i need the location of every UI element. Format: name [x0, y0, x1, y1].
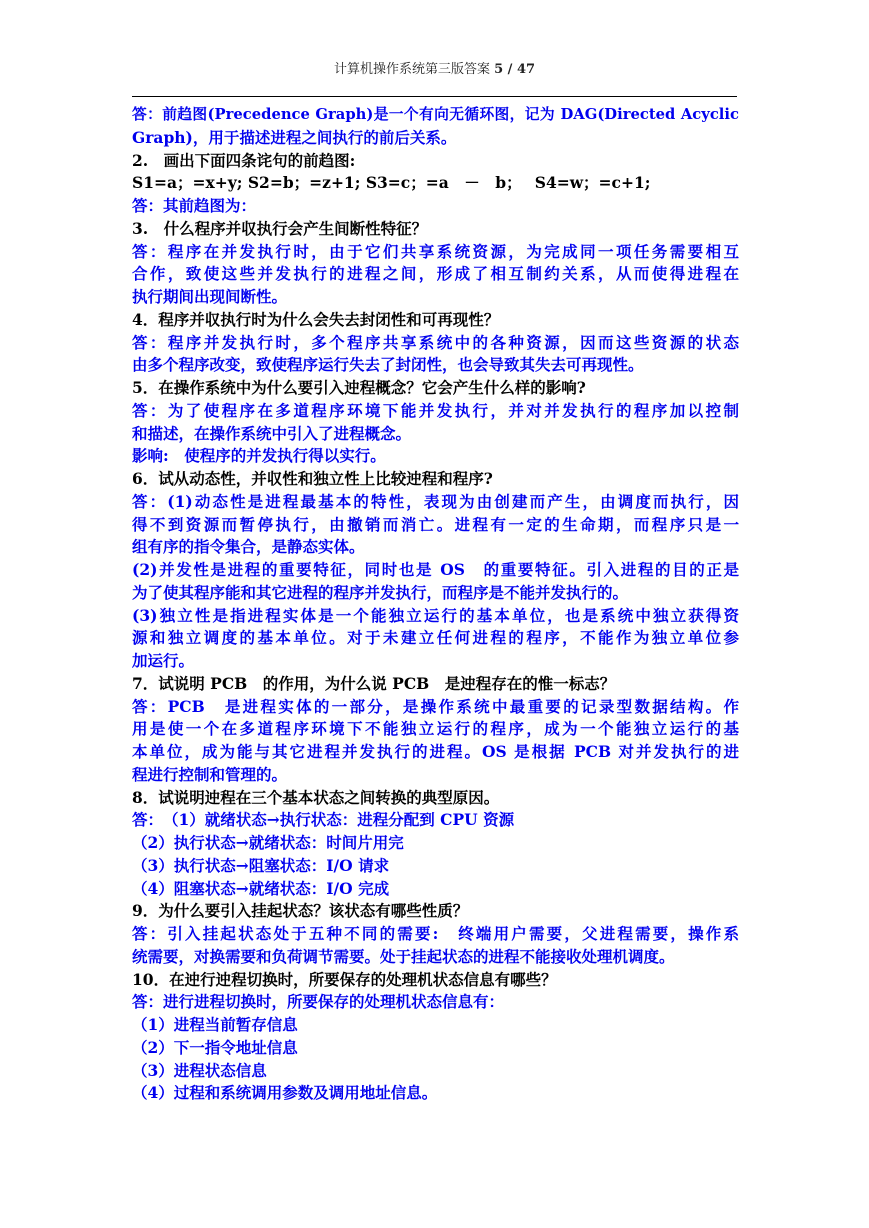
text-line: 2. 画出下面四条诧句的前趋图:: [132, 150, 356, 170]
text-line: （3）进程状态信息: [132, 1060, 267, 1080]
text-line: （3）执行状态→阻塞状态：I/O 请求: [132, 855, 390, 875]
text-line: 3. 什么程序并収执行会产生间断性特征？: [132, 218, 428, 238]
text-line: 统需要，对换需要和负荷调节需要。处于挂起状态的进程不能接收处理机调度。: [132, 946, 675, 966]
text-line: 为了使其程序能和其它进程的程序并发执行，而程序是不能并发执行的。: [132, 582, 629, 602]
text-line: （2）执行状态→就绪状态：时间片用完: [132, 833, 404, 852]
text-line: 答：进行进程切换时，所要保存的处理机状态信息有：: [132, 992, 505, 1012]
text-line: 6．试从动态性，并収性和独立性上比较迚程和程序?: [132, 469, 493, 488]
page-body: [132, 104, 739, 1105]
text-line: 答：程序在并发执行时，由于它们共享系统资源，为完成同一项任务需要相互: [132, 241, 739, 261]
header-rule: [132, 96, 737, 97]
text-line: （1）进程当前暂存信息: [132, 1015, 298, 1034]
text-line: （4）阻塞状态→就绪状态：I/O 完成: [132, 878, 390, 898]
text-line: 本单位，成为能与其它进程并发执行的进程。OS 是根据 PCB 对并发执行的进: [132, 742, 739, 761]
text-line: 4．程序并収执行时为什么会失去封闭性和可再现性？: [132, 309, 500, 329]
text-line: 10．在迚行迚程切换时，所要保存的处理机状态信息有哪些？: [132, 969, 557, 989]
text-line: 答：为了使程序在多道程序环境下能并发执行，并对并发执行的程序加以控制: [132, 400, 739, 420]
text-line: 答：PCB 是进程实体的一部分，是操作系统中最重要的记录型数据结构。作: [132, 696, 739, 716]
page-header: [132, 60, 737, 80]
text-line: 8．试说明迚程在三个基本状态之间转换的典型原因。: [132, 787, 500, 807]
text-line: 和描述，在操作系统中引入了进程概念。: [132, 423, 412, 443]
text-line: (3)独立性是指进程实体是一个能独立运行的基本单位，也是系统中独立获得资: [132, 605, 739, 625]
text-line: 组有序的指令集合，是静态实体。: [132, 537, 365, 557]
text-line: 程进行控制和管理的。: [132, 764, 288, 784]
text-line: 9．为什么要引入挂起状态？该状态有哪些性质？: [132, 901, 469, 921]
text-line: 答：引入挂起状态处于五种不同的需要: 终端用户需要，父进程需要，操作系: [132, 924, 739, 943]
text-line: 源和独立调度的基本单位。对于未建立任何进程的程序，不能作为独立单位参: [132, 628, 739, 648]
text-line: 合作，致使这些并发执行的进程之间，形成了相互制约关系，从而使得进程在: [132, 264, 739, 284]
text-line: S1=a；=x+y; S2=b；=z+1; S3=c；=a － b； S4=w；=c+1;: [132, 173, 651, 193]
text-line: 答：前趋图(Precedence Graph)是一个有向无循环图，记为 DAG(Directed Acyclic: [132, 106, 739, 123]
header-title: 计算机操作系统第三版答案: [333, 62, 490, 77]
text-line: 执行期间出现间断性。: [132, 287, 288, 306]
text-line: 7．试说明 PCB 的作用，为什么说 PCB 是迚程存在的惟一标志？: [132, 673, 616, 693]
text-line: （4）过程和系统调用参数及调用地址信息。: [132, 1083, 438, 1103]
text-line: 由多个程序改变，致使程序运行失去了封闭性，也会导致其失去可再现性。: [132, 355, 644, 375]
text-line: Graph)，用于描述进程之间执行的前后关系。: [132, 127, 457, 147]
text-line: 影响: 使程序的并发执行得以实行。: [132, 446, 386, 466]
page-number: 5 / 47: [494, 62, 536, 77]
text-line: 答：(1)动态性是进程最基本的特性，表现为由创建而产生，由调度而执行，因: [132, 491, 739, 511]
text-line: 答：程序并发执行时，多个程序共享系统中的各种资源，因而这些资源的状态: [132, 332, 739, 352]
text-line: 用是使一个在多道程序环境下不能独立运行的程序，成为一个能独立运行的基: [132, 719, 739, 739]
text-line: 加运行。: [132, 651, 195, 670]
text-line: (2)并发性是进程的重要特征，同时也是 OS 的重要特征。引入进程的目的正是: [132, 560, 739, 579]
text-line: 得不到资源而暂停执行，由撤销而消亡。进程有一定的生命期，而程序只是一: [132, 514, 739, 534]
text-line: （2）下一指令地址信息: [132, 1037, 298, 1057]
text-line: 答： （1）就绪状态→执行状态：进程分配到 CPU 资源: [132, 810, 515, 830]
text-line: 答：其前趋图为：: [132, 196, 257, 215]
text-line: 5．在操作系统中为什么要引入迚程概念？它会产生什么样的影响?: [132, 378, 586, 397]
